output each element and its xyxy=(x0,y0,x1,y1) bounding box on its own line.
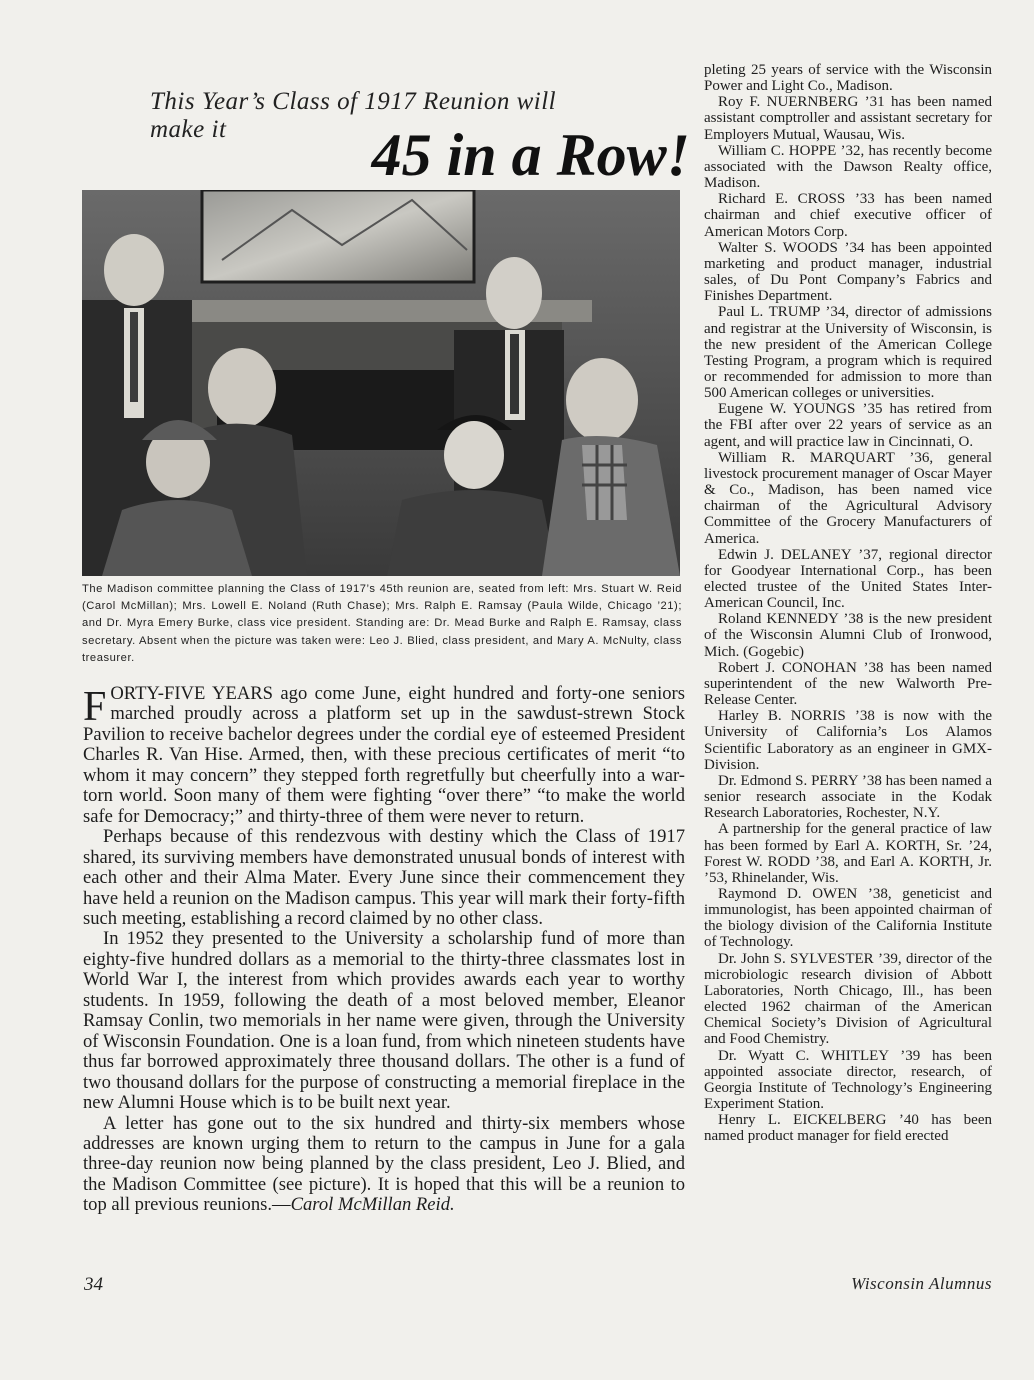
page-number: 34 xyxy=(84,1274,103,1295)
photo-caption: The Madison committee planning the Class of 1917’s 45th reunion are, seated from left: Mrs. Stuart W. Reid (Carol McMillan); Mrs. Lowell E. Noland (Ruth Chase); Mrs. Ralph E. Ramsay (Paula Wilde, Chicago ’21); and Dr. Myra Emery Burke, class vice president. Standing are: Dr. Mead Burke and Ralph E. Ramsay, class secretary. Absent when the picture was taken were: Leo J. Blied, class president, and Mary A. McNulty, class treasurer. xyxy=(82,583,682,664)
alumni-note: Roy F. NUERNBERG ’31 has been named assistant comptroller and assistant secretary for Employers Mutual, Wausau, Wis. xyxy=(704,94,992,143)
alumni-note: pleting 25 years of service with the Wisconsin Power and Light Co., Madison. xyxy=(704,62,992,95)
alumni-note: Walter S. WOODS ’34 has been appointed marketing and product manager, industrial sales, of Du Pont Company’s Fabrics and Finishes Department. xyxy=(704,239,992,305)
alumni-note: Dr. Edmond S. PERRY ’38 has been named a senior research associate in the Kodak Research Laboratories, Rochester, N.Y. xyxy=(704,772,992,822)
magazine-name: Wisconsin Alumnus xyxy=(851,1274,992,1293)
article-paragraph-1 xyxy=(83,684,685,827)
alumni-note: Richard E. CROSS ’33 has been named chairman and chief executive officer of American Motors Corp. xyxy=(704,191,992,240)
article-paragraph-2: Perhaps because of this rendezvous with destiny which the Class of 1917 shared, its surviving members have demonstrated unusual bonds of interest with each other and their Alma Mater. Every June since their commencement they have held a reunion on the Madison campus. This year will mark their forty-fifth such meeting, establishing a record claimed by no other class. xyxy=(83,826,685,929)
article-body xyxy=(83,684,685,1216)
article-kicker: This Year’s Class of 1917 Reunion will make it xyxy=(150,88,557,143)
alumni-note: Eugene W. YOUNGS ’35 has retired from the FBI after over 22 years of service as an agent, and will practice law in Cincinnati, O. xyxy=(704,401,992,450)
alumni-note: Henry L. EICKELBERG ’40 has been named product manager for field erected xyxy=(704,1112,992,1145)
paragraph-text: A letter has gone out to the six hundred and thirty-six members whose addresses are known urging them to return to the campus in June for a gala three-day reunion now being planned by the class president, Leo J. Blied, and the Madison Committee (see picture). It is hoped that this will be a reunion to top all previous reunions.— xyxy=(83,1112,685,1216)
article-author: Carol McMillan Reid. xyxy=(290,1194,455,1216)
alumni-note: William C. HOPPE ’32, has recently become associated with the Dawson Realty office, Madison. xyxy=(704,142,992,192)
alumni-note: William R. MARQUART ’36, general livestock procurement manager of Oscar Mayer & Co., Madison, has been named vice chairman of the Agricultural Advisory Committee of the Grocery Manufacturers of America. xyxy=(704,449,992,547)
article-headline: 45 in a Row! xyxy=(371,122,690,188)
drop-cap: F xyxy=(83,684,107,730)
article-paragraph-3: In 1952 they presented to the University a scholarship fund of more than eighty-five hundred dollars as a memorial to the thirty-three classmates lost in World War I, the interest from which provides awards each year to worthy students. In 1959, following the death of a most beloved member, Eleanor Ramsay Conlin, two memorials in her name were given, through the University of Wisconsin Foundation. One is a loan fund, from which nineteen students have thus far borrowed approximately three thousand dollars. The other is a fund of two thousand dollars for the purpose of constructing a memorial fireplace in the new Alumni House which is to be built next year. xyxy=(83,928,685,1114)
alumni-notes-column xyxy=(704,62,992,1144)
paragraph-text: ORTY-FIVE YEARS ago come June, eight hundred and forty-one seniors marched proudly across a platform set up in the sawdust-strewn Stock Pavilion to receive bachelor degrees under the cordial eye of esteemed President Charles R. Van Hise. Armed, then, with these precious certificates of merit “to whom it may concern” they stepped forth regretfully but cheerfully into a war-torn world. Soon many of them were fighting “over there” “to make the world safe for Democracy;” and thirty-three of them were never to return. xyxy=(83,683,685,827)
alumni-note: A partnership for the general practice of law has been formed by Earl A. KORTH, Sr. ’24, Forest W. RODD ’38, and Earl A. KORTH, Jr. ’53, Rhinelander, Wis. xyxy=(704,821,992,886)
alumni-note: Paul L. TRUMP ’34, director of admissions and registrar at the University of Wisconsin, is the new president of the American College Testing Program, a program which is required or recommended for admission to more than 500 American colleges or universities. xyxy=(704,304,992,402)
alumni-note: Edwin J. DELANEY ’37, regional director for Goodyear International Corp., has been elected trustee of the United States Inter-American Council, Inc. xyxy=(704,546,992,612)
committee-photo-illustration xyxy=(82,190,680,576)
article-paragraph-4 xyxy=(83,1114,685,1216)
alumni-note: Raymond D. OWEN ’38, geneticist and immunologist, has been appointed chairman of the biology division of the California Institute of Technology. xyxy=(704,885,992,951)
committee-photo xyxy=(82,190,680,576)
alumni-note: Dr. John S. SYLVESTER ’39, director of the microbiologic research division of Abbott Laboratories, North Chicago, Ill., has been elected 1962 chairman of the American Chemical Society’s Division of Agricultural and Food Chemistry. xyxy=(704,950,992,1048)
alumni-note: Robert J. CONOHAN ’38 has been named superintendent of the new Walworth Pre-Release Center. xyxy=(704,659,992,709)
alumni-note: Dr. Wyatt C. WHITLEY ’39 has been appointed associate director, research, of Georgia Institute of Technology’s Engineering Experiment Station. xyxy=(704,1047,992,1112)
alumni-note: Roland KENNEDY ’38 is the new president of the Wisconsin Alumni Club of Ironwood, Mich. (Gogebic) xyxy=(704,611,992,660)
alumni-note: Harley B. NORRIS ’38 is now with the University of California’s Los Alamos Scientific Laboratory as an engineer in GMX-Division. xyxy=(704,708,992,773)
